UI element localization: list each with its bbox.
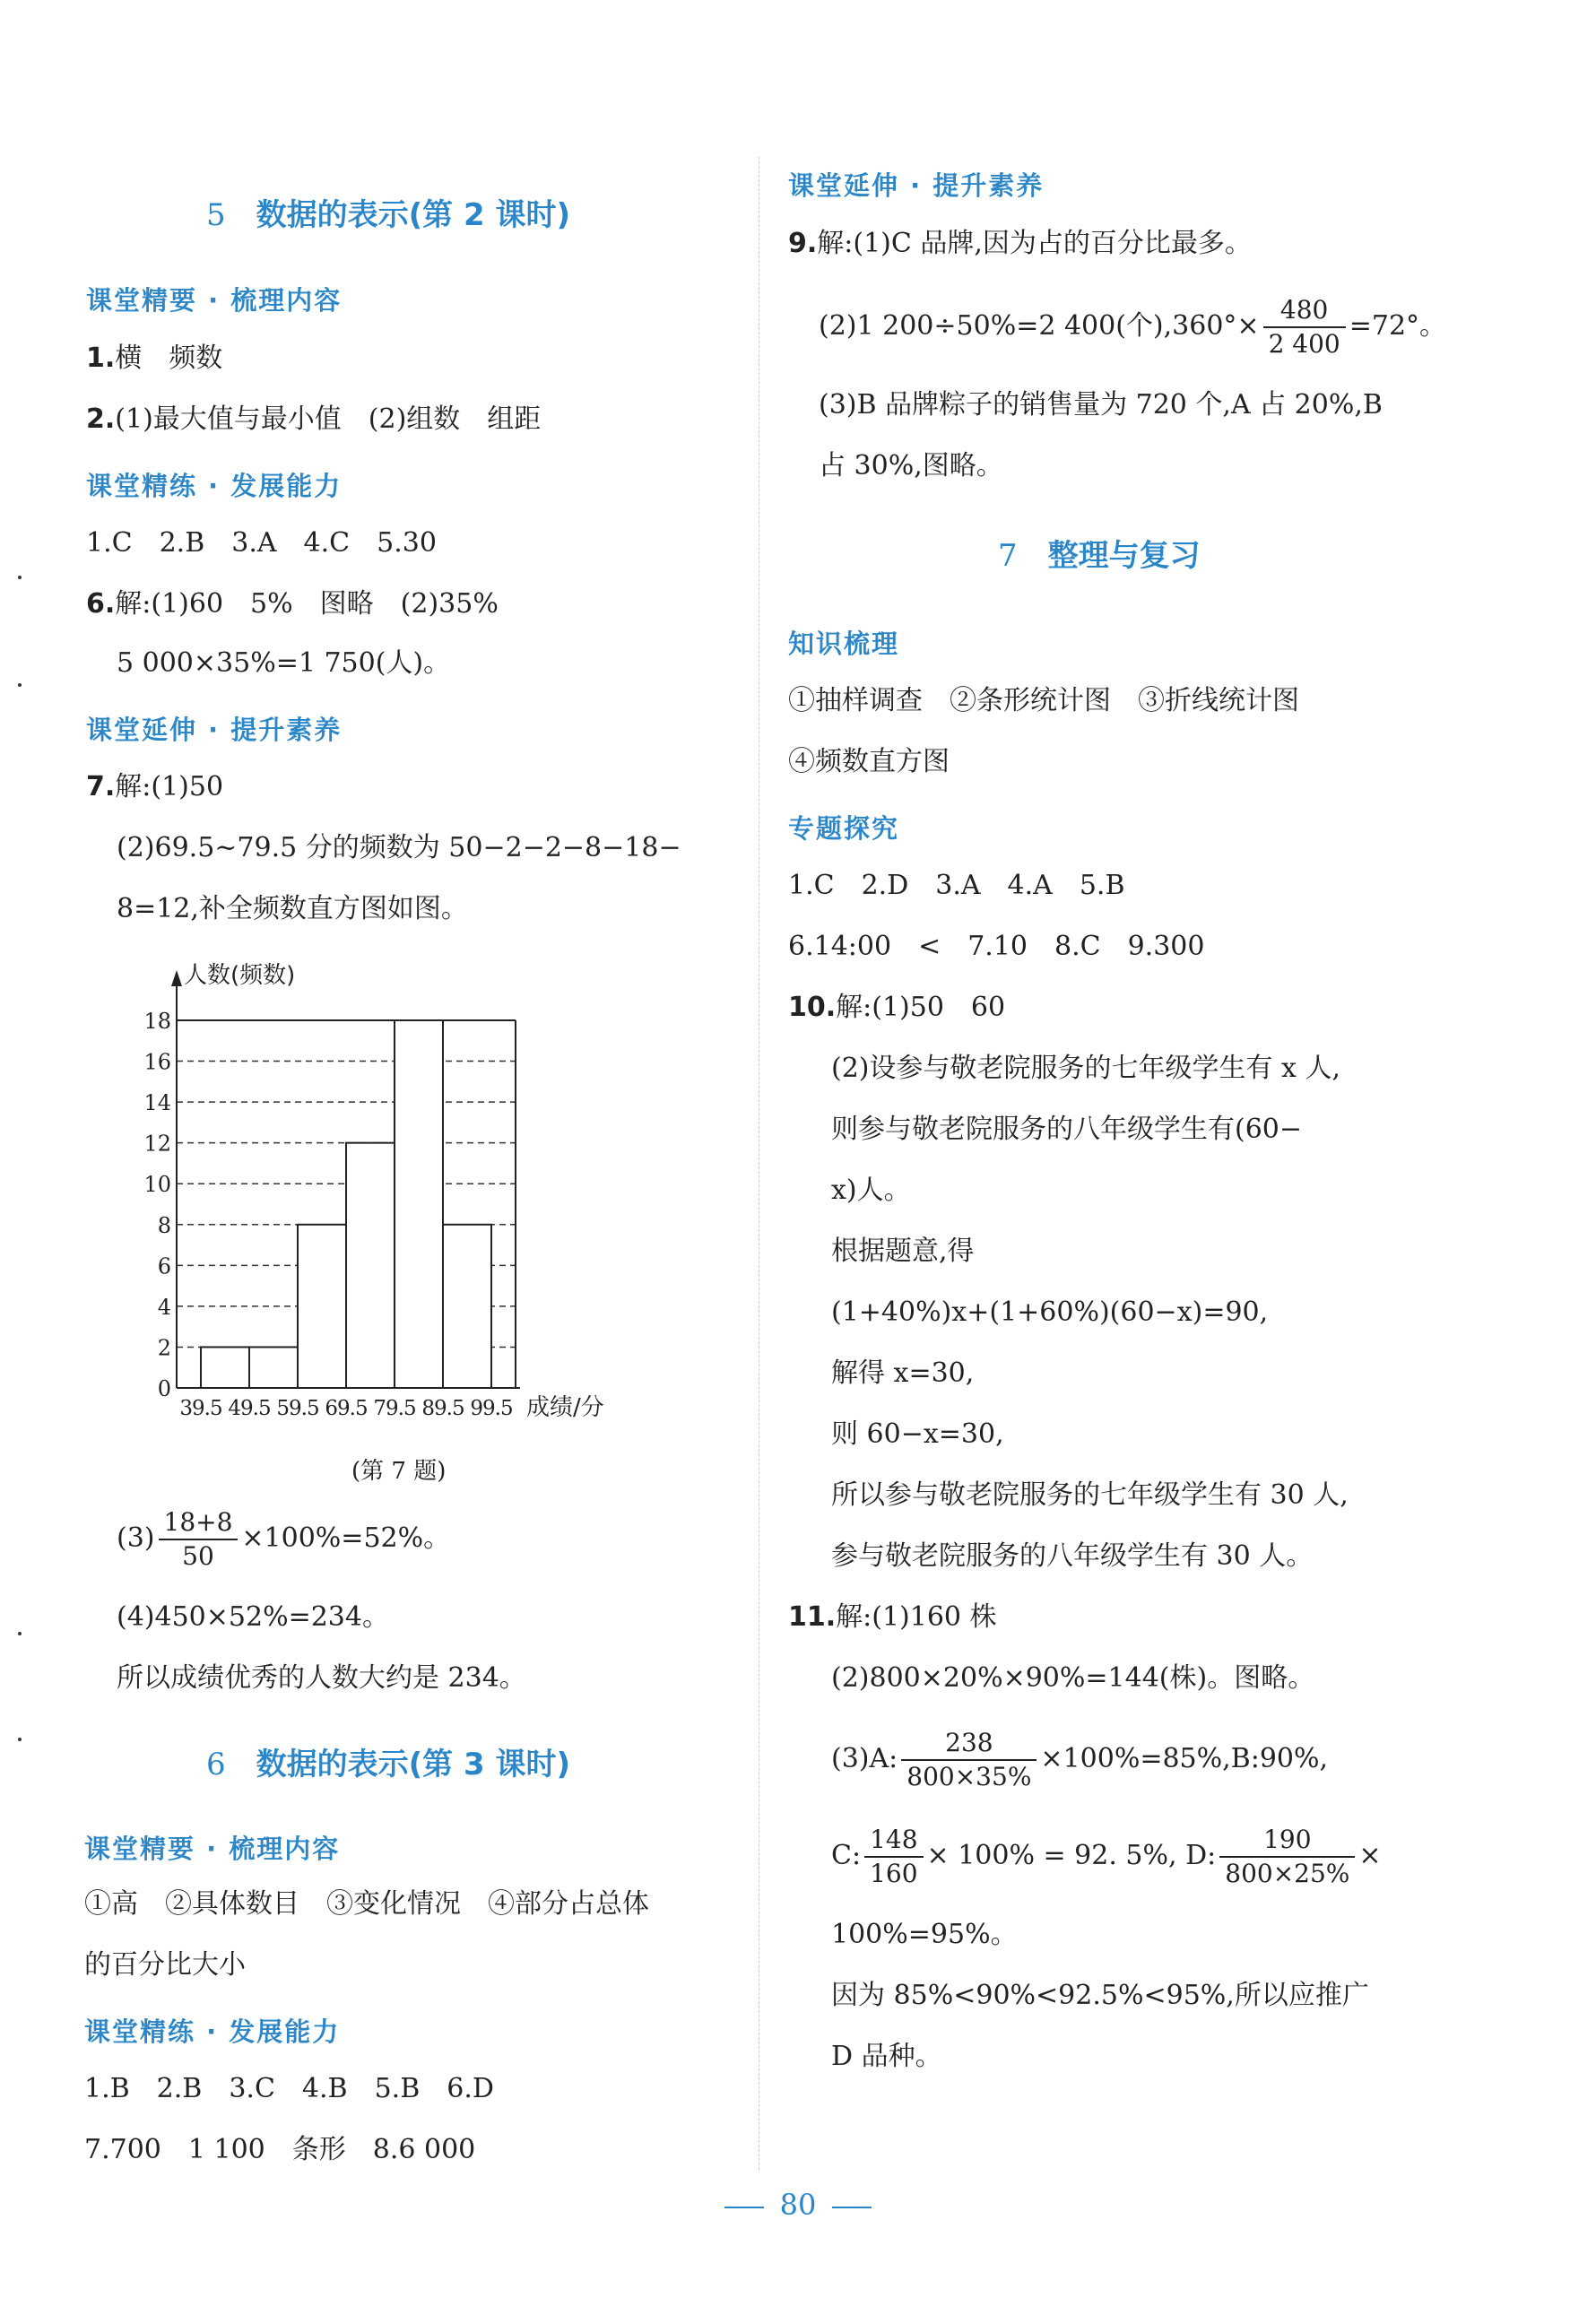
y-tick-label: 12 [143, 1131, 171, 1157]
fraction: $\frac{480}{2 400}$ [1263, 294, 1346, 360]
answer-line: 因为 85%<90%<92.5%<95%,所以应推广 [831, 1980, 1369, 2011]
subheading-key-points: 课堂精要 · 梳理内容 [84, 1834, 341, 1864]
answer-line: 1.C 2.D 3.A 4.A 5.B [788, 870, 1125, 901]
subheading-knowledge: 知识梳理 [788, 629, 900, 659]
scan-dot [18, 1632, 22, 1635]
answer-line: 7.解:(1)50 [86, 771, 224, 802]
answer-line: x)人。 [831, 1175, 911, 1206]
answer-line: ①抽样调查 ②条形统计图 ③折线统计图 [788, 685, 1299, 716]
subheading-extension: 课堂延伸 · 提升素养 [788, 170, 1045, 201]
fraction: $\frac{148}{160}$ [864, 1824, 923, 1890]
answer-line: 2.(1)最大值与最小值 (2)组数 组距 [86, 403, 542, 435]
x-axis-label: 成绩/分 [526, 1394, 604, 1421]
x-tick-label: 89.5 [421, 1397, 464, 1420]
histogram-bar [201, 1347, 249, 1388]
histogram-chart [118, 958, 746, 1442]
y-tick-label: 10 [143, 1172, 171, 1198]
answer-line: ①高 ②具体数目 ③变化情况 ④部分占总体 [84, 1888, 649, 1920]
answer-line: 11.解:(1)160 株 [788, 1601, 997, 1633]
y-tick-label: 16 [143, 1049, 171, 1075]
answer-line: (3)B 品牌粽子的销售量为 720 个,A 占 20%,B [819, 389, 1383, 421]
answer-line: 所以参与敬老院服务的七年级学生有 30 人, [831, 1479, 1349, 1511]
section-title-5: 5 数据的表示(第 2 课时) [206, 197, 571, 233]
answer-line: 解得 x=30, [831, 1357, 975, 1389]
y-axis-arrow [171, 970, 182, 986]
answer-line: (2)69.5~79.5 分的频数为 50−2−2−8−18− [117, 832, 681, 863]
answer-line: 100%=95%。 [831, 1919, 1018, 1950]
answer-line: (2)设参与敬老院服务的七年级学生有 x 人, [831, 1053, 1341, 1084]
section-title-6: 6 数据的表示(第 3 课时) [206, 1747, 571, 1782]
answer-line: 9.解:(1)C 品牌,因为占的百分比最多。 [788, 228, 1252, 259]
fraction: $\frac{190}{800\times 25\%}$ [1219, 1824, 1355, 1890]
answer-line: 10.解:(1)50 60 [788, 992, 1006, 1023]
x-tick-label: 69.5 [325, 1397, 368, 1420]
subheading-extension: 课堂延伸 · 提升素养 [86, 715, 343, 745]
histogram-bar [443, 1225, 491, 1388]
x-tick-label: 59.5 [276, 1397, 319, 1420]
answer-line: (1+40%)x+(1+60%)(60−x)=90, [831, 1296, 1269, 1328]
answer-line: 8=12,补全频数直方图如图。 [117, 893, 468, 924]
answer-line: 占 30%,图略。 [819, 450, 1003, 481]
fraction: $\frac{238}{800\times 35\%}$ [901, 1727, 1037, 1793]
histogram-bar [395, 1020, 443, 1388]
y-tick-label: 14 [143, 1090, 171, 1116]
fraction: $\frac{18+8}{50}$ [159, 1506, 239, 1573]
y-axis-label: 人数(频数) [184, 962, 296, 989]
x-tick-label: 49.5 [228, 1397, 271, 1420]
answer-line: 根据题意,得 [831, 1236, 975, 1267]
fraction-line: (2)1 200÷50%=2 400(个),360°× $\frac{480}{2 400}$ =72°。 [819, 295, 1447, 359]
y-tick-label: 0 [157, 1376, 171, 1401]
answer-line: 参与敬老院服务的八年级学生有 30 人。 [831, 1540, 1314, 1572]
y-tick-label: 6 [157, 1253, 171, 1279]
section-title-7: 7 整理与复习 [998, 538, 1201, 574]
page-number: 80 [0, 2188, 1596, 2222]
answer-line: (2)800×20%×90%=144(株)。图略。 [831, 1662, 1315, 1694]
figure-caption: (第 7 题) [351, 1458, 447, 1485]
answer-line: 7.700 1 100 条形 8.6 000 [84, 2134, 476, 2165]
answer-line: 所以成绩优秀的人数大约是 234。 [117, 1662, 526, 1694]
y-tick-label: 2 [157, 1335, 171, 1361]
answer-line: 6.解:(1)60 5% 图略 (2)35% [86, 588, 499, 620]
y-tick-label: 18 [143, 1009, 171, 1034]
subheading-topic: 专题探究 [788, 813, 900, 844]
fraction-line: (3) $\frac{18+8}{50}$ ×100%=52%。 [117, 1507, 451, 1571]
scan-dot [18, 683, 22, 687]
subheading-key-points: 课堂精要 · 梳理内容 [86, 285, 343, 316]
x-tick-label: 39.5 [179, 1397, 222, 1420]
answer-line: ④频数直方图 [788, 746, 950, 777]
answer-line: 6.14:00 < 7.10 8.C 9.300 [788, 931, 1205, 962]
y-tick-label: 4 [157, 1294, 171, 1320]
answer-line: 则参与敬老院服务的八年级学生有(60− [831, 1114, 1303, 1145]
histogram-bar [249, 1347, 298, 1388]
answer-line: 1.B 2.B 3.C 4.B 5.B 6.D [84, 2073, 494, 2104]
answer-line: 的百分比大小 [84, 1949, 246, 1981]
answer-line: D 品种。 [831, 2041, 942, 2072]
histogram-bar [346, 1143, 395, 1388]
subheading-practice: 课堂精练 · 发展能力 [84, 2016, 341, 2047]
y-tick-label: 8 [157, 1212, 171, 1238]
fraction-line: (3)A: $\frac{238}{800\times 35\%}$ ×100%=85%,B:90%, [831, 1728, 1329, 1791]
answer-line: 1.C 2.B 3.A 4.C 5.30 [86, 527, 437, 559]
answer-line: (4)450×52%=234。 [117, 1601, 389, 1633]
scan-dot [18, 576, 22, 579]
answer-line: 5 000×35%=1 750(人)。 [117, 647, 451, 679]
x-tick-label: 79.5 [373, 1397, 416, 1420]
x-tick-label: 99.5 [470, 1397, 513, 1420]
subheading-practice: 课堂精练 · 发展能力 [86, 471, 343, 501]
answer-line: 1.横 频数 [86, 343, 223, 374]
fraction-line: C: $\frac{148}{160}$ × 100% = 92. 5%, D: $\frac{190}{800\times 25\%}$ × [831, 1825, 1382, 1888]
answer-line: 则 60−x=30, [831, 1418, 1004, 1450]
scan-dot [18, 1738, 22, 1741]
histogram-bar [298, 1225, 346, 1388]
